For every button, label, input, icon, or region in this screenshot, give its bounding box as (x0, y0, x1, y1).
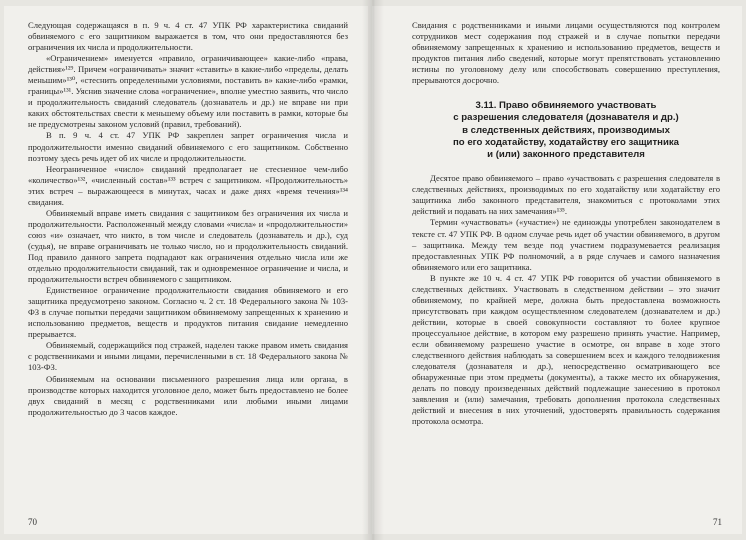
paragraph: Единственное ограничение продолжительности свидания обвиняемого и его защитника предусмотрено законом. Согласно ч. 2 ст. 18 Федерального закона № 103-ФЗ в случае попытки передачи защитником обвиняемому запрещенных к хранению и использованию предметов, веществ и продуктов питания свидание немедленно прерывается. (28, 285, 348, 340)
heading-line: по его ходатайству, ходатайству его защитника (453, 136, 679, 148)
left-page (4, 6, 368, 534)
right-text-column (412, 20, 720, 427)
heading-line: 3.11. Право обвиняемого участвовать (475, 100, 657, 112)
paragraph: В пункте же 10 ч. 4 ст. 47 УПК РФ говорится об участии обвиняемого в следственных действиях. Участвовать в следственном действии – это значит обвиняемому, по крайней мере, должна быть предоставлена возможность присутствовать при каждом осуществленном следователем (дознавателем и др.) действии, которые в своей совокупности составляют то более крупное процессуальное действие, в котором ему разрешено принять участие. Например, если обвиняемому разрешено участие в осмотре, он вправе в ходе этого следственного действия наблюдать за совершением всех и каждого телодвижения следователя (дознавателя и др.), непосредственно осматривающего все обнаруженные при этом предметы (документы), а также место их обнаружения, делать по поводу произведенных действий подлежащие занесению в протокол заявления и (или) замечания, требовать дополнения протокола следственных действий и внесения в них уточнений, удостоверять правильность содержания протокола осмотра. (412, 272, 720, 427)
paragraph: Десятое право обвиняемого – право «участвовать с разрешения следователя в следственных действиях, производимых по его ходатайству или ходатайству его защитника либо законного представителя, знакомиться с протоколами этих действий и подавать на них замечания»¹³⁵. (412, 173, 720, 217)
paragraph: Термин «участвовать» («участие») не единожды употреблен законодателем в тексте ст. 47 УПК РФ. В одном случае речь идет об участии обвиняемого, в другом – защитника. Между тем везде под участием подразумевается реализация предоставленных УПК РФ полномочий, а в ряде случаев и самого назначения обвиняемого или его защитника. (412, 217, 720, 272)
left-text-column (28, 20, 348, 418)
paragraph: Обвиняемым на основании письменного разрешения лица или органа, в производстве которых находится уголовное дело, может быть предоставлено не более двух свиданий в месяц с родственниками или любыми иными лицами продолжительностью до 3 часов каждое. (28, 373, 348, 417)
book-gutter-shadow (362, 0, 384, 540)
paragraph: Обвиняемый вправе иметь свидания с защитником без ограничения их числа и продолжительности. Расположенный между словами «числа» и «продолжительности» союз «и» означает, что никто, в том числе и следователь (дознаватель и др.), суд (судья), не вправе ограничивать не только число, но и продолжительность свиданий. Под правило данного запрета подпадают как ограничения отдельно числа или же отдельно продолжительности свиданий, так и одновременное ограничение и числа, и продолжительности встреч обвиняемого с защитником. (28, 207, 348, 285)
paragraph: Неограниченное «число» свиданий предполагает не стесненное чем-либо «количество»¹³², «численный состав»¹³³ встреч с защитником. «Продолжительность» этих встреч – выражающееся в минутах, часах и даже днях «время течения»¹³⁴ свидания. (28, 163, 348, 207)
heading-line: в следственных действиях, производимых (462, 124, 670, 136)
paragraph: «Ограничением» именуется «правило, ограничивающее» какие-либо «права, действия»¹²⁹. Причем «ограничивать» значит «ставить» в какие-либо «пределы, делать меньшим»¹³⁰, «стеснить определенными условиями, поставить в» какие-либо «рамки, границы»¹³¹. Уяснив значение слова «ограничение», вполне уместно заявить, что число и продолжительность свиданий следователь (дознаватель и др.) не вправе ни при каких обстоятельствах свести к меньшему объему или поставить в рамки, которые бы не предусмотрены законом условий (правил, требований). (28, 53, 348, 130)
page-number-left: 70 (28, 517, 37, 527)
paragraph: Следующая содержащаяся в п. 9 ч. 4 ст. 47 УПК РФ характеристика свиданий обвиняемого с его защитником выражается в том, что они предоставляются без ограничения их числа и продолжительности. (28, 20, 348, 53)
paragraph: Свидания с родственниками и иными лицами осуществляются под контролем сотрудников мест содержания под стражей и в случае попытки передачи обвиняемому запрещенных к хранению и использованию предметов, веществ и продуктов питания либо сведений, которые могут препятствовать установлению истины по уголовному делу или способствовать совершению преступления, прерываются досрочно. (412, 20, 720, 86)
paragraph: Обвиняемый, содержащийся под стражей, наделен также правом иметь свидания с родственниками и иными лицами, перечисленными в ст. 18 Федерального закона № 103-ФЗ. (28, 340, 348, 373)
heading-line: и (или) законного представителя (487, 149, 645, 161)
paragraph: В п. 9 ч. 4 ст. 47 УПК РФ закреплен запрет ограничения числа и продолжительности именно свиданий обвиняемого с его защитником. Собственно поэтому здесь речь идет об их числе и продолжительности. (28, 130, 348, 163)
right-page (372, 6, 742, 534)
page-number-right: 71 (713, 517, 722, 527)
heading-line: с разрешения следователя (дознавателя и др.) (453, 112, 679, 124)
section-heading (412, 100, 720, 161)
